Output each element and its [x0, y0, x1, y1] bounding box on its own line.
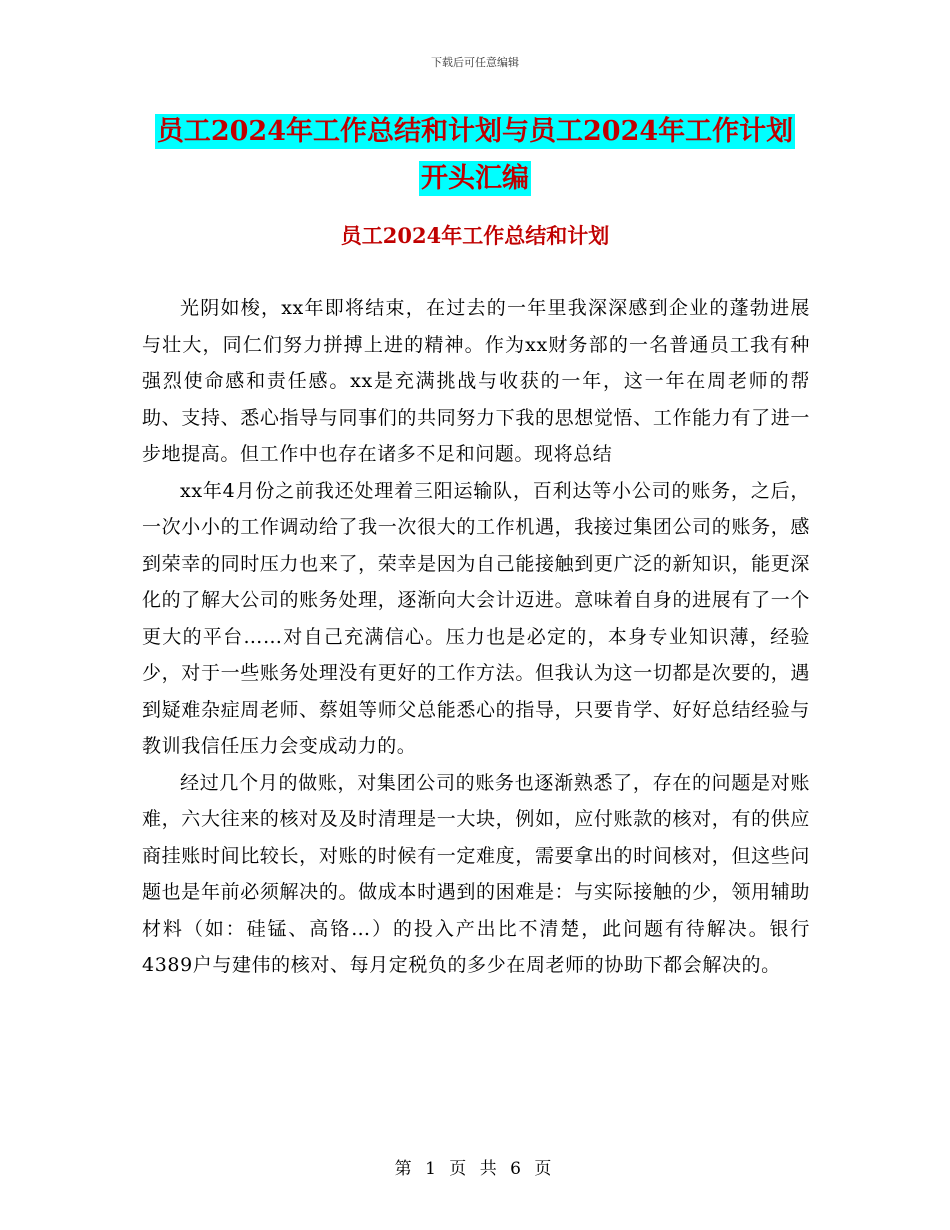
document-title-line-1: 员工2024年工作总结和计划与员工2024年工作计划 — [156, 116, 794, 147]
document-title-line-2: 开头汇编 — [421, 163, 529, 194]
paragraph-2: xx年4月份之前我还处理着三阳运输队，百利达等小公司的账务，之后，一次小小的工作调动给了我一次很大的工作机遇，我接过集团公司的账务，感到荣幸的同时压力也来了，荣幸是因为自己能接触到更广泛的新知识，能更深化的了解大公司的账务处理，逐渐向大会计迈进。意味着自身的进展有了一个更大的平台……对自己充满信心。压力也是必定的，本身专业知识薄，经验少，对于一些账务处理没有更好的工作方法。但我认为这一切都是次要的，遇到疑难杂症周老师、蔡姐等师父总能悉心的指导，只要肯学、好好总结经验与教训我信任压力会变成动力的。 — [142, 479, 810, 757]
page-footer: 第 1 页 共 6 页 — [394, 1159, 556, 1179]
paragraph-3: 经过几个月的做账，对集团公司的账务也逐渐熟悉了，存在的问题是对账难，六大往来的核对及及时清理是一大块，例如，应付账款的核对，有的供应商挂账时间比较长，对账的时候有一定难度，需要拿出的时间核对，但这些问题也是年前必须解决的。做成本时遇到的困难是：与实际接触的少，领用辅助材料（如：硅锰、高铬…）的投入产出比不清楚，此问题有待解决。银行4389户与建伟的核对、每月定税负的多少在周老师的协助下都会解决的。 — [142, 771, 810, 976]
header-note: 下载后可任意编辑 — [431, 56, 519, 69]
document-title — [0, 108, 950, 202]
body-text — [142, 290, 810, 984]
section-title: 员工2024年工作总结和计划 — [340, 223, 610, 248]
paragraph-1: 光阴如梭，xx年即将结束，在过去的一年里我深深感到企业的蓬勃进展与壮大，同仁们努力拼搏上进的精神。作为xx财务部的一名普通员工我有种强烈使命感和责任感。xx是充满挑战与收获的一年，这一年在周老师的帮助、支持、悉心指导与同事们的共同努力下我的思想觉悟、工作能力有了进一步地提高。但工作中也存在诸多不足和问题。现将总结 — [142, 297, 810, 465]
